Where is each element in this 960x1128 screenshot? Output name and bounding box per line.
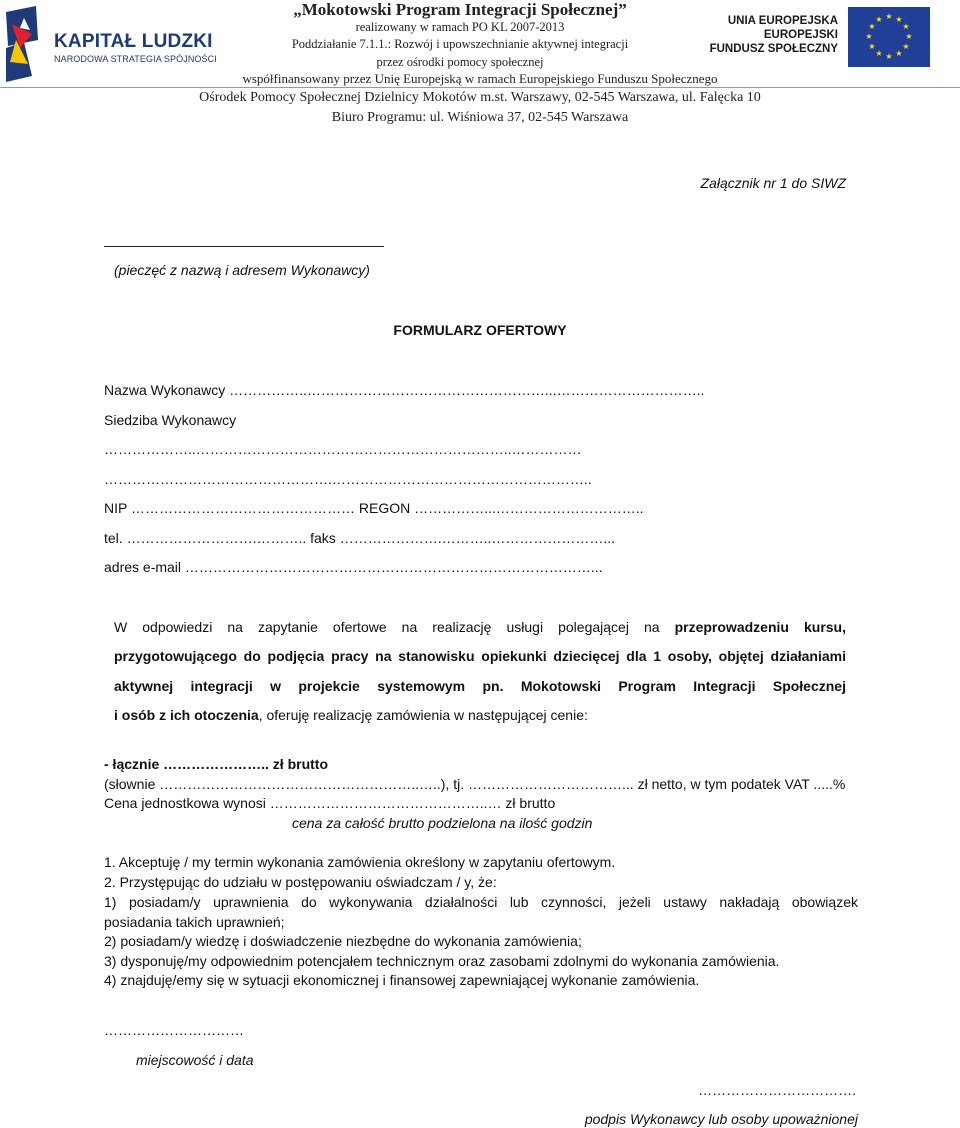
svg-text:★: ★ — [875, 15, 883, 24]
intro-line-3: aktywnej integracji w projekcie systemowym pn. Mokotowski Program Integracji Społecznej — [114, 678, 846, 694]
field-tel-fax: tel. ……………………….……….. faks ………………….………..……………………... — [104, 530, 616, 546]
intro-line-4-plain: , oferuję realizację zamówienia w następującej cenie: — [258, 707, 588, 723]
place-date-label: miejscowość i data — [136, 1052, 254, 1068]
intro-line-1-plain: W odpowiedzi na zapytanie ofertowe na realizację usługi polegającej na — [114, 619, 660, 635]
field-nip-regon: NIP ………………………………………… REGON ……………...………………………….. — [104, 500, 644, 516]
svg-text:★: ★ — [895, 15, 903, 24]
eu-text-block — [710, 14, 838, 56]
statement-2: 2. Przystępując do udziału w postępowaniu oświadczam / y, że: — [104, 874, 497, 890]
price-total: - łącznie ………………….. zł brutto — [104, 756, 329, 772]
eu-line-3: FUNDUSZ SPOŁECZNY — [709, 43, 838, 55]
stamp-label: (pieczęć z nazwą i adresem Wykonawcy) — [114, 262, 370, 278]
field-email: adres e-mail ……………………………………………………………………………... — [104, 559, 603, 575]
program-line-2: Poddziałanie 7.1.1.: Rozwój i upowszechnianie aktywnej integracji — [291, 37, 629, 51]
svg-text:★: ★ — [902, 22, 910, 31]
kapital-ludzki-subtitle: NARODOWA STRATEGIA SPÓJNOŚCI — [54, 54, 217, 64]
intro-line-4 — [114, 707, 588, 723]
attachment-label: Załącznik nr 1 do SIWZ — [700, 175, 846, 191]
kapital-ludzki-title: KAPITAŁ LUDZKI — [54, 31, 213, 52]
svg-text:★: ★ — [868, 42, 876, 51]
statement-2-1-cont: posiadania takich uprawnień; — [104, 914, 285, 930]
statement-2-1: 1) posiadam/y uprawnienia do wykonywania działalności lub czynności, jeżeli ustawy nakładają obowiązek — [104, 894, 858, 910]
intro-line-4-bold: i osób z ich otoczenia — [114, 707, 259, 723]
field-contractor-seat: Siedziba Wykonawcy — [104, 412, 237, 428]
statement-2-3: 3) dysponuję/my odpowiednim potencjałem technicznym oraz zasobami zdolnymi do wykonania zamówienia. — [104, 953, 780, 969]
intro-line-1-bold: przeprowadzeniu kursu, — [674, 619, 846, 635]
eu-line-1: UNIA EUROPEJSKA — [727, 15, 838, 27]
svg-text:★: ★ — [885, 12, 893, 21]
form-title: FORMULARZ OFERTOWY — [393, 322, 567, 338]
svg-text:★: ★ — [902, 42, 910, 51]
svg-text:★: ★ — [865, 32, 873, 41]
price-in-words: (słownie ………………………………………………..…..), tj. ……………………………... zł netto, w tym podatek VAT .....% — [104, 776, 846, 792]
stamp-line — [104, 246, 384, 247]
program-title: „Mokotowski Program Integracji Społecznej” — [293, 0, 627, 19]
signature-label: podpis Wykonawcy lub osoby upoważnionej — [584, 1111, 858, 1127]
svg-text:★: ★ — [875, 49, 883, 58]
signature-dots: ……………………………. — [698, 1082, 856, 1098]
program-line-4: współfinansowany przez Unię Europejską w ramach Europejskiego Funduszu Społecznego — [242, 71, 718, 86]
statement-2-2: 2) posiadam/y wiedzę i doświadczenie niezbędne do wykonania zamówienia; — [104, 933, 582, 949]
svg-text:★: ★ — [885, 52, 893, 61]
intro-line-2: przygotowującego do podjęcia pracy na stanowisku opiekunki dziecięcej dla 1 osoby, objętej działaniami — [114, 648, 846, 664]
svg-text:★: ★ — [868, 22, 876, 31]
statement-2-4: 4) znajduję/emy się w sytuacji ekonomicznej i finansowej zapewniającej wykonanie zamówienia. — [104, 972, 700, 988]
place-date-dots: ………………………… — [104, 1022, 244, 1038]
statement-1: 1. Akceptuję / my termin wykonania zamówienia określony w zapytaniu ofertowym. — [104, 854, 616, 870]
address-line-2: Biuro Programu: ul. Wiśniowa 37, 02-545 Warszawa — [331, 110, 629, 125]
field-contractor-name: Nazwa Wykonawcy ……………..……………………………………………...………………………….. — [104, 382, 705, 398]
program-line-1: realizowany w ramach PO KL 2007-2013 — [355, 20, 565, 34]
header-divider — [0, 87, 960, 88]
eu-line-2: EUROPEJSKI — [763, 29, 838, 41]
svg-text:★: ★ — [895, 49, 903, 58]
svg-text:★: ★ — [905, 32, 913, 41]
field-seat-dots-1: ………………..…………………………………………………………..…………… — [104, 441, 582, 457]
program-line-3: przez ośrodki pomocy społecznej — [376, 55, 544, 69]
eu-flag-icon — [848, 7, 930, 67]
address-line-1: Ośrodek Pomocy Społecznej Dzielnicy Mokotów m.st. Warszawy, 02-545 Warszawa, ul. Falęcka 10 — [199, 90, 761, 105]
price-unit-note: cena za całość brutto podzielona na ilość godzin — [292, 815, 593, 831]
intro-line-1 — [114, 619, 846, 635]
price-unit: Cena jednostkowa wynosi ………………………………………..… zł brutto — [104, 795, 556, 811]
field-seat-dots-2: ………………………………………….……………………………………………….. — [104, 471, 592, 487]
